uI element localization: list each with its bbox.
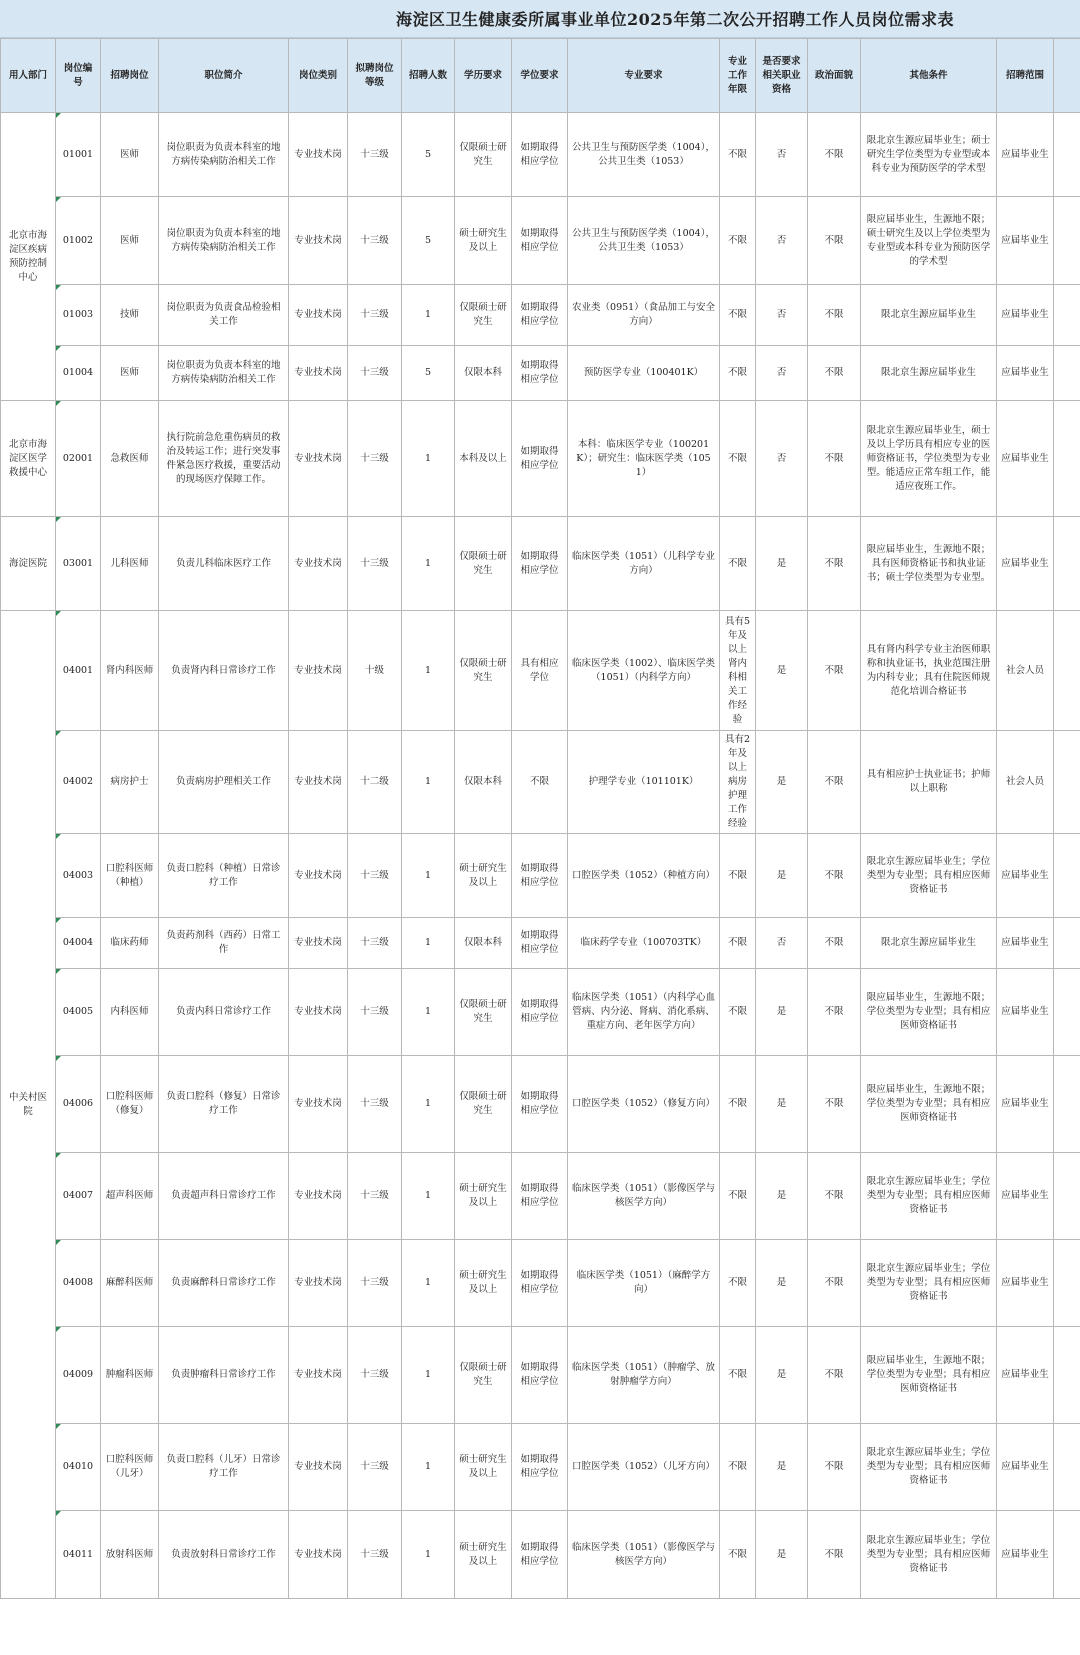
cell-category: 专业技术岗 (289, 834, 348, 918)
cell-degree: 如期取得相应学位 (512, 1153, 568, 1240)
cell-political: 不限 (808, 1240, 861, 1327)
cell-scope: 应届毕业生 (997, 197, 1054, 285)
cell-post: 技师 (101, 285, 159, 346)
cell-other: 限北京生源应届毕业生；学位类型为专业型；具有相应医师资格证书 (861, 1240, 997, 1327)
cell-major: 临床药学专业（100703TK） (568, 918, 720, 969)
cell-major: 口腔医学类（1052）（种植方向） (568, 834, 720, 918)
cell-id: 04010 (56, 1424, 101, 1511)
cell-count: 1 (402, 1153, 455, 1240)
cell-political: 不限 (808, 731, 861, 834)
cell-political: 不限 (808, 1511, 861, 1599)
cell-education: 硕士研究生及以上 (455, 197, 512, 285)
cell-id: 04006 (56, 1056, 101, 1153)
cell-count: 1 (402, 611, 455, 731)
table-row (1, 731, 1080, 834)
cell-degree: 如期取得相应学位 (512, 1056, 568, 1153)
cell-political: 不限 (808, 1327, 861, 1424)
cell-category: 专业技术岗 (289, 1153, 348, 1240)
cell-major: 农业类（0951）（食品加工与安全方向） (568, 285, 720, 346)
cell-extra (1054, 1056, 1080, 1153)
cell-years: 不限 (720, 969, 756, 1056)
cell-years: 不限 (720, 1424, 756, 1511)
table-row (1, 918, 1080, 969)
header-years: 专业工作年限 (720, 39, 756, 113)
cell-scope: 应届毕业生 (997, 1424, 1054, 1511)
header-scope: 招聘范围 (997, 39, 1054, 113)
cell-education: 仅限硕士研究生 (455, 285, 512, 346)
cell-degree: 如期取得相应学位 (512, 1327, 568, 1424)
cell-department: 中关村医院 (1, 611, 56, 1599)
cell-department: 海淀医院 (1, 517, 56, 611)
cell-certificate: 否 (756, 346, 808, 401)
cell-major: 口腔医学类（1052）（儿牙方向） (568, 1424, 720, 1511)
cell-political: 不限 (808, 1153, 861, 1240)
cell-post: 口腔科医师（儿牙） (101, 1424, 159, 1511)
cell-department: 北京市海淀区疾病预防控制中心 (1, 113, 56, 401)
cell-political: 不限 (808, 1056, 861, 1153)
cell-post: 急救医师 (101, 401, 159, 517)
cell-desc: 负责病房护理相关工作 (159, 731, 289, 834)
cell-political: 不限 (808, 611, 861, 731)
cell-level: 十三级 (348, 197, 402, 285)
cell-extra (1054, 1153, 1080, 1240)
cell-years: 不限 (720, 1240, 756, 1327)
cell-desc: 负责药剂科（西药）日常工作 (159, 918, 289, 969)
cell-political: 不限 (808, 401, 861, 517)
cell-years: 不限 (720, 1511, 756, 1599)
cell-post: 口腔科医师（种植） (101, 834, 159, 918)
cell-category: 专业技术岗 (289, 113, 348, 197)
cell-level: 十三级 (348, 285, 402, 346)
table-row (1, 1424, 1080, 1511)
cell-certificate: 是 (756, 834, 808, 918)
cell-category: 专业技术岗 (289, 1056, 348, 1153)
header-level: 拟聘岗位等级 (348, 39, 402, 113)
cell-post: 口腔科医师（修复） (101, 1056, 159, 1153)
cell-education: 硕士研究生及以上 (455, 1424, 512, 1511)
cell-degree: 不限 (512, 731, 568, 834)
cell-education: 仅限本科 (455, 918, 512, 969)
cell-post: 麻醉科医师 (101, 1240, 159, 1327)
cell-id: 01002 (56, 197, 101, 285)
cell-category: 专业技术岗 (289, 401, 348, 517)
cell-post: 病房护士 (101, 731, 159, 834)
cell-id: 04005 (56, 969, 101, 1056)
cell-other: 限北京生源应届毕业生 (861, 918, 997, 969)
table-row (1, 517, 1080, 611)
cell-scope: 应届毕业生 (997, 834, 1054, 918)
cell-education: 仅限硕士研究生 (455, 1056, 512, 1153)
cell-political: 不限 (808, 285, 861, 346)
cell-count: 1 (402, 1511, 455, 1599)
cell-category: 专业技术岗 (289, 969, 348, 1056)
cell-id: 04002 (56, 731, 101, 834)
cell-scope: 应届毕业生 (997, 969, 1054, 1056)
cell-certificate: 否 (756, 197, 808, 285)
cell-level: 十三级 (348, 918, 402, 969)
cell-category: 专业技术岗 (289, 731, 348, 834)
cell-level: 十三级 (348, 1511, 402, 1599)
table-row (1, 346, 1080, 401)
cell-other: 限应届毕业生，生源地不限；具有医师资格证书和执业证书；硕士学位类型为专业型。 (861, 517, 997, 611)
cell-years: 具有2年及以上病房护理工作经验 (720, 731, 756, 834)
header-other: 其他条件 (861, 39, 997, 113)
cell-education: 硕士研究生及以上 (455, 1240, 512, 1327)
cell-level: 十三级 (348, 1327, 402, 1424)
cell-id: 04003 (56, 834, 101, 918)
cell-certificate: 是 (756, 517, 808, 611)
cell-degree: 如期取得相应学位 (512, 285, 568, 346)
cell-desc: 负责麻醉科日常诊疗工作 (159, 1240, 289, 1327)
cell-education: 仅限本科 (455, 731, 512, 834)
cell-major: 临床医学类（1051）（麻醉学方向） (568, 1240, 720, 1327)
header-dept: 用人部门 (1, 39, 56, 113)
cell-count: 5 (402, 346, 455, 401)
cell-major: 预防医学专业（100401K） (568, 346, 720, 401)
cell-desc: 负责口腔科（儿牙）日常诊疗工作 (159, 1424, 289, 1511)
cell-years: 不限 (720, 113, 756, 197)
cell-certificate: 是 (756, 1327, 808, 1424)
cell-id: 04008 (56, 1240, 101, 1327)
cell-education: 硕士研究生及以上 (455, 1511, 512, 1599)
cell-scope: 社会人员 (997, 611, 1054, 731)
cell-post: 肿瘤科医师 (101, 1327, 159, 1424)
cell-degree: 如期取得相应学位 (512, 1424, 568, 1511)
cell-certificate: 是 (756, 731, 808, 834)
header-id: 岗位编号 (56, 39, 101, 113)
cell-level: 十三级 (348, 1056, 402, 1153)
cell-count: 1 (402, 1327, 455, 1424)
cell-count: 1 (402, 1424, 455, 1511)
cell-post: 医师 (101, 346, 159, 401)
table-body (1, 113, 1080, 1599)
cell-id: 02001 (56, 401, 101, 517)
cell-major: 临床医学类（1051）（儿科学专业方向） (568, 517, 720, 611)
cell-extra (1054, 1240, 1080, 1327)
cell-education: 硕士研究生及以上 (455, 1153, 512, 1240)
cell-post: 超声科医师 (101, 1153, 159, 1240)
cell-years: 具有5年及以上肾内科相关工作经验 (720, 611, 756, 731)
cell-level: 十三级 (348, 113, 402, 197)
cell-scope: 应届毕业生 (997, 918, 1054, 969)
header-major: 专业要求 (568, 39, 720, 113)
cell-count: 1 (402, 731, 455, 834)
cell-certificate: 是 (756, 1056, 808, 1153)
table-row (1, 1056, 1080, 1153)
cell-scope: 应届毕业生 (997, 346, 1054, 401)
cell-other: 限北京生源应届毕业生，硕士及以上学历具有相应专业的医师资格证书，学位类型为专业型。能适应正常车组工作，能适应夜班工作。 (861, 401, 997, 517)
cell-count: 1 (402, 285, 455, 346)
header-desc: 职位简介 (159, 39, 289, 113)
cell-certificate: 否 (756, 113, 808, 197)
cell-extra (1054, 731, 1080, 834)
cell-other: 限应届毕业生，生源地不限；学位类型为专业型；具有相应医师资格证书 (861, 969, 997, 1056)
cell-level: 十三级 (348, 969, 402, 1056)
cell-id: 01003 (56, 285, 101, 346)
table-row (1, 834, 1080, 918)
cell-years: 不限 (720, 918, 756, 969)
cell-education: 仅限本科 (455, 346, 512, 401)
cell-desc: 负责超声科日常诊疗工作 (159, 1153, 289, 1240)
cell-scope: 应届毕业生 (997, 1056, 1054, 1153)
cell-post: 临床药师 (101, 918, 159, 969)
cell-certificate: 是 (756, 1240, 808, 1327)
cell-other: 具有肾内科学专业主治医师职称和执业证书，执业范围注册为内科专业；具有住院医师规范化培训合格证书 (861, 611, 997, 731)
cell-education: 仅限硕士研究生 (455, 611, 512, 731)
cell-education: 仅限硕士研究生 (455, 1327, 512, 1424)
cell-years: 不限 (720, 1153, 756, 1240)
cell-level: 十三级 (348, 1240, 402, 1327)
header-certificate: 是否要求相关职业资格 (756, 39, 808, 113)
cell-scope: 应届毕业生 (997, 1240, 1054, 1327)
cell-other: 限应届毕业生，生源地不限；硕士研究生及以上学位类型为专业型或本科专业为预防医学的学术型 (861, 197, 997, 285)
cell-category: 专业技术岗 (289, 1327, 348, 1424)
cell-years: 不限 (720, 197, 756, 285)
cell-scope: 应届毕业生 (997, 113, 1054, 197)
cell-desc: 负责肾内科日常诊疗工作 (159, 611, 289, 731)
cell-count: 5 (402, 197, 455, 285)
cell-department: 北京市海淀区医学救援中心 (1, 401, 56, 517)
cell-certificate: 是 (756, 1424, 808, 1511)
cell-count: 1 (402, 517, 455, 611)
cell-degree: 如期取得相应学位 (512, 113, 568, 197)
cell-certificate: 是 (756, 969, 808, 1056)
cell-degree: 具有相应学位 (512, 611, 568, 731)
table-row (1, 113, 1080, 197)
cell-level: 十三级 (348, 834, 402, 918)
cell-category: 专业技术岗 (289, 285, 348, 346)
cell-major: 口腔医学类（1052）（修复方向） (568, 1056, 720, 1153)
header-education: 学历要求 (455, 39, 512, 113)
cell-major: 本科：临床医学专业（100201K）；研究生：临床医学类（1051） (568, 401, 720, 517)
cell-political: 不限 (808, 517, 861, 611)
cell-degree: 如期取得相应学位 (512, 834, 568, 918)
header-count: 招聘人数 (402, 39, 455, 113)
cell-desc: 负责内科日常诊疗工作 (159, 969, 289, 1056)
cell-years: 不限 (720, 1056, 756, 1153)
header-degree: 学位要求 (512, 39, 568, 113)
header-row (1, 39, 1080, 113)
cell-scope: 应届毕业生 (997, 285, 1054, 346)
cell-major: 临床医学类（1051）（内科学心血管病、内分泌、肾病、消化系病、重症方向、老年医学方向） (568, 969, 720, 1056)
cell-level: 十三级 (348, 401, 402, 517)
cell-extra (1054, 611, 1080, 731)
cell-id: 04009 (56, 1327, 101, 1424)
cell-category: 专业技术岗 (289, 918, 348, 969)
cell-certificate: 是 (756, 611, 808, 731)
cell-desc: 岗位职责为负责本科室的地方病传染病防治相关工作 (159, 113, 289, 197)
cell-post: 儿科医师 (101, 517, 159, 611)
cell-count: 1 (402, 834, 455, 918)
cell-desc: 岗位职责为负责本科室的地方病传染病防治相关工作 (159, 197, 289, 285)
cell-degree: 如期取得相应学位 (512, 1511, 568, 1599)
cell-count: 1 (402, 1056, 455, 1153)
cell-other: 限应届毕业生，生源地不限；学位类型为专业型；具有相应医师资格证书 (861, 1056, 997, 1153)
cell-education: 仅限硕士研究生 (455, 969, 512, 1056)
cell-scope: 应届毕业生 (997, 1153, 1054, 1240)
cell-other: 限北京生源应届毕业生；学位类型为专业型；具有相应医师资格证书 (861, 834, 997, 918)
header-category: 岗位类别 (289, 39, 348, 113)
cell-post: 放射科医师 (101, 1511, 159, 1599)
cell-major: 临床医学类（1051）（影像医学与核医学方向） (568, 1511, 720, 1599)
cell-years: 不限 (720, 834, 756, 918)
cell-other: 具有相应护士执业证书；护师以上职称 (861, 731, 997, 834)
cell-political: 不限 (808, 834, 861, 918)
cell-level: 十三级 (348, 346, 402, 401)
cell-desc: 岗位职责为负责本科室的地方病传染病防治相关工作 (159, 346, 289, 401)
cell-post: 医师 (101, 113, 159, 197)
cell-category: 专业技术岗 (289, 1240, 348, 1327)
cell-certificate: 是 (756, 1511, 808, 1599)
cell-post: 肾内科医师 (101, 611, 159, 731)
cell-certificate: 否 (756, 285, 808, 346)
cell-other: 限北京生源应届毕业生；学位类型为专业型；具有相应医师资格证书 (861, 1153, 997, 1240)
table-row (1, 969, 1080, 1056)
cell-category: 专业技术岗 (289, 1511, 348, 1599)
cell-degree: 如期取得相应学位 (512, 969, 568, 1056)
cell-political: 不限 (808, 113, 861, 197)
cell-education: 仅限硕士研究生 (455, 113, 512, 197)
cell-desc: 负责口腔科（种植）日常诊疗工作 (159, 834, 289, 918)
cell-level: 十三级 (348, 1153, 402, 1240)
cell-degree: 如期取得相应学位 (512, 401, 568, 517)
cell-level: 十二级 (348, 731, 402, 834)
header-post: 招聘岗位 (101, 39, 159, 113)
table-row (1, 401, 1080, 517)
cell-category: 专业技术岗 (289, 346, 348, 401)
cell-count: 1 (402, 1240, 455, 1327)
cell-major: 公共卫生与预防医学类（1004），公共卫生类（1053） (568, 197, 720, 285)
cell-extra (1054, 1511, 1080, 1599)
cell-desc: 执行院前急危重伤病员的救治及转运工作；进行突发事件紧急医疗救援，重要活动的现场医疗保障工作。 (159, 401, 289, 517)
cell-scope: 应届毕业生 (997, 1511, 1054, 1599)
cell-desc: 岗位职责为负责食品检验相关工作 (159, 285, 289, 346)
cell-other: 限北京生源应届毕业生；学位类型为专业型；具有相应医师资格证书 (861, 1511, 997, 1599)
cell-scope: 应届毕业生 (997, 517, 1054, 611)
cell-level: 十三级 (348, 1424, 402, 1511)
cell-major: 临床医学类（1051）（肿瘤学、放射肿瘤学方向） (568, 1327, 720, 1424)
cell-certificate: 否 (756, 918, 808, 969)
cell-other: 限北京生源应届毕业生；硕士研究生学位类型为专业型或本科专业为预防医学的学术型 (861, 113, 997, 197)
table-row (1, 285, 1080, 346)
table-row (1, 197, 1080, 285)
cell-scope: 应届毕业生 (997, 1327, 1054, 1424)
cell-scope: 应届毕业生 (997, 401, 1054, 517)
cell-extra (1054, 113, 1080, 197)
cell-education: 硕士研究生及以上 (455, 834, 512, 918)
cell-other: 限北京生源应届毕业生 (861, 346, 997, 401)
cell-id: 03001 (56, 517, 101, 611)
cell-category: 专业技术岗 (289, 1424, 348, 1511)
cell-desc: 负责肿瘤科日常诊疗工作 (159, 1327, 289, 1424)
cell-extra (1054, 517, 1080, 611)
cell-political: 不限 (808, 197, 861, 285)
cell-count: 1 (402, 918, 455, 969)
cell-level: 十三级 (348, 517, 402, 611)
cell-extra (1054, 401, 1080, 517)
cell-major: 临床医学类（1051）（影像医学与核医学方向） (568, 1153, 720, 1240)
cell-political: 不限 (808, 1424, 861, 1511)
table-row (1, 1327, 1080, 1424)
cell-id: 01001 (56, 113, 101, 197)
cell-extra (1054, 969, 1080, 1056)
page-title-text: 海淀区卫生健康委所属事业单位2025年第二次公开招聘工作人员岗位需求表 (395, 10, 955, 29)
cell-id: 04004 (56, 918, 101, 969)
header-extra (1054, 39, 1080, 113)
cell-desc: 负责放射科日常诊疗工作 (159, 1511, 289, 1599)
cell-degree: 如期取得相应学位 (512, 517, 568, 611)
table-row (1, 1240, 1080, 1327)
cell-level: 十级 (348, 611, 402, 731)
cell-education: 仅限硕士研究生 (455, 517, 512, 611)
cell-major: 公共卫生与预防医学类（1004），公共卫生类（1053） (568, 113, 720, 197)
cell-years: 不限 (720, 401, 756, 517)
cell-extra (1054, 834, 1080, 918)
cell-id: 04011 (56, 1511, 101, 1599)
cell-major: 临床医学类（1002）、临床医学类（1051）（内科学方向） (568, 611, 720, 731)
cell-political: 不限 (808, 969, 861, 1056)
cell-extra (1054, 918, 1080, 969)
cell-political: 不限 (808, 346, 861, 401)
cell-category: 专业技术岗 (289, 197, 348, 285)
cell-desc: 负责口腔科（修复）日常诊疗工作 (159, 1056, 289, 1153)
cell-category: 专业技术岗 (289, 517, 348, 611)
header-political: 政治面貌 (808, 39, 861, 113)
cell-years: 不限 (720, 285, 756, 346)
cell-years: 不限 (720, 346, 756, 401)
cell-count: 5 (402, 113, 455, 197)
cell-category: 专业技术岗 (289, 611, 348, 731)
cell-count: 1 (402, 969, 455, 1056)
cell-post: 内科医师 (101, 969, 159, 1056)
cell-extra (1054, 1424, 1080, 1511)
cell-political: 不限 (808, 918, 861, 969)
cell-id: 04007 (56, 1153, 101, 1240)
cell-degree: 如期取得相应学位 (512, 1240, 568, 1327)
cell-years: 不限 (720, 517, 756, 611)
cell-post: 医师 (101, 197, 159, 285)
cell-extra (1054, 197, 1080, 285)
cell-id: 01004 (56, 346, 101, 401)
table-row (1, 1153, 1080, 1240)
cell-extra (1054, 285, 1080, 346)
page-title (0, 0, 1080, 38)
recruitment-table (0, 38, 1080, 1599)
cell-other: 限应届毕业生，生源地不限；学位类型为专业型；具有相应医师资格证书 (861, 1327, 997, 1424)
cell-desc: 负责儿科临床医疗工作 (159, 517, 289, 611)
cell-years: 不限 (720, 1327, 756, 1424)
cell-degree: 如期取得相应学位 (512, 346, 568, 401)
cell-extra (1054, 346, 1080, 401)
cell-other: 限北京生源应届毕业生 (861, 285, 997, 346)
table-row (1, 1511, 1080, 1599)
cell-count: 1 (402, 401, 455, 517)
cell-extra (1054, 1327, 1080, 1424)
cell-scope: 社会人员 (997, 731, 1054, 834)
cell-other: 限北京生源应届毕业生；学位类型为专业型；具有相应医师资格证书 (861, 1424, 997, 1511)
cell-certificate: 否 (756, 401, 808, 517)
cell-id: 04001 (56, 611, 101, 731)
cell-degree: 如期取得相应学位 (512, 197, 568, 285)
cell-education: 本科及以上 (455, 401, 512, 517)
cell-degree: 如期取得相应学位 (512, 918, 568, 969)
cell-certificate: 是 (756, 1153, 808, 1240)
table-row (1, 611, 1080, 731)
cell-major: 护理学专业（101101K） (568, 731, 720, 834)
